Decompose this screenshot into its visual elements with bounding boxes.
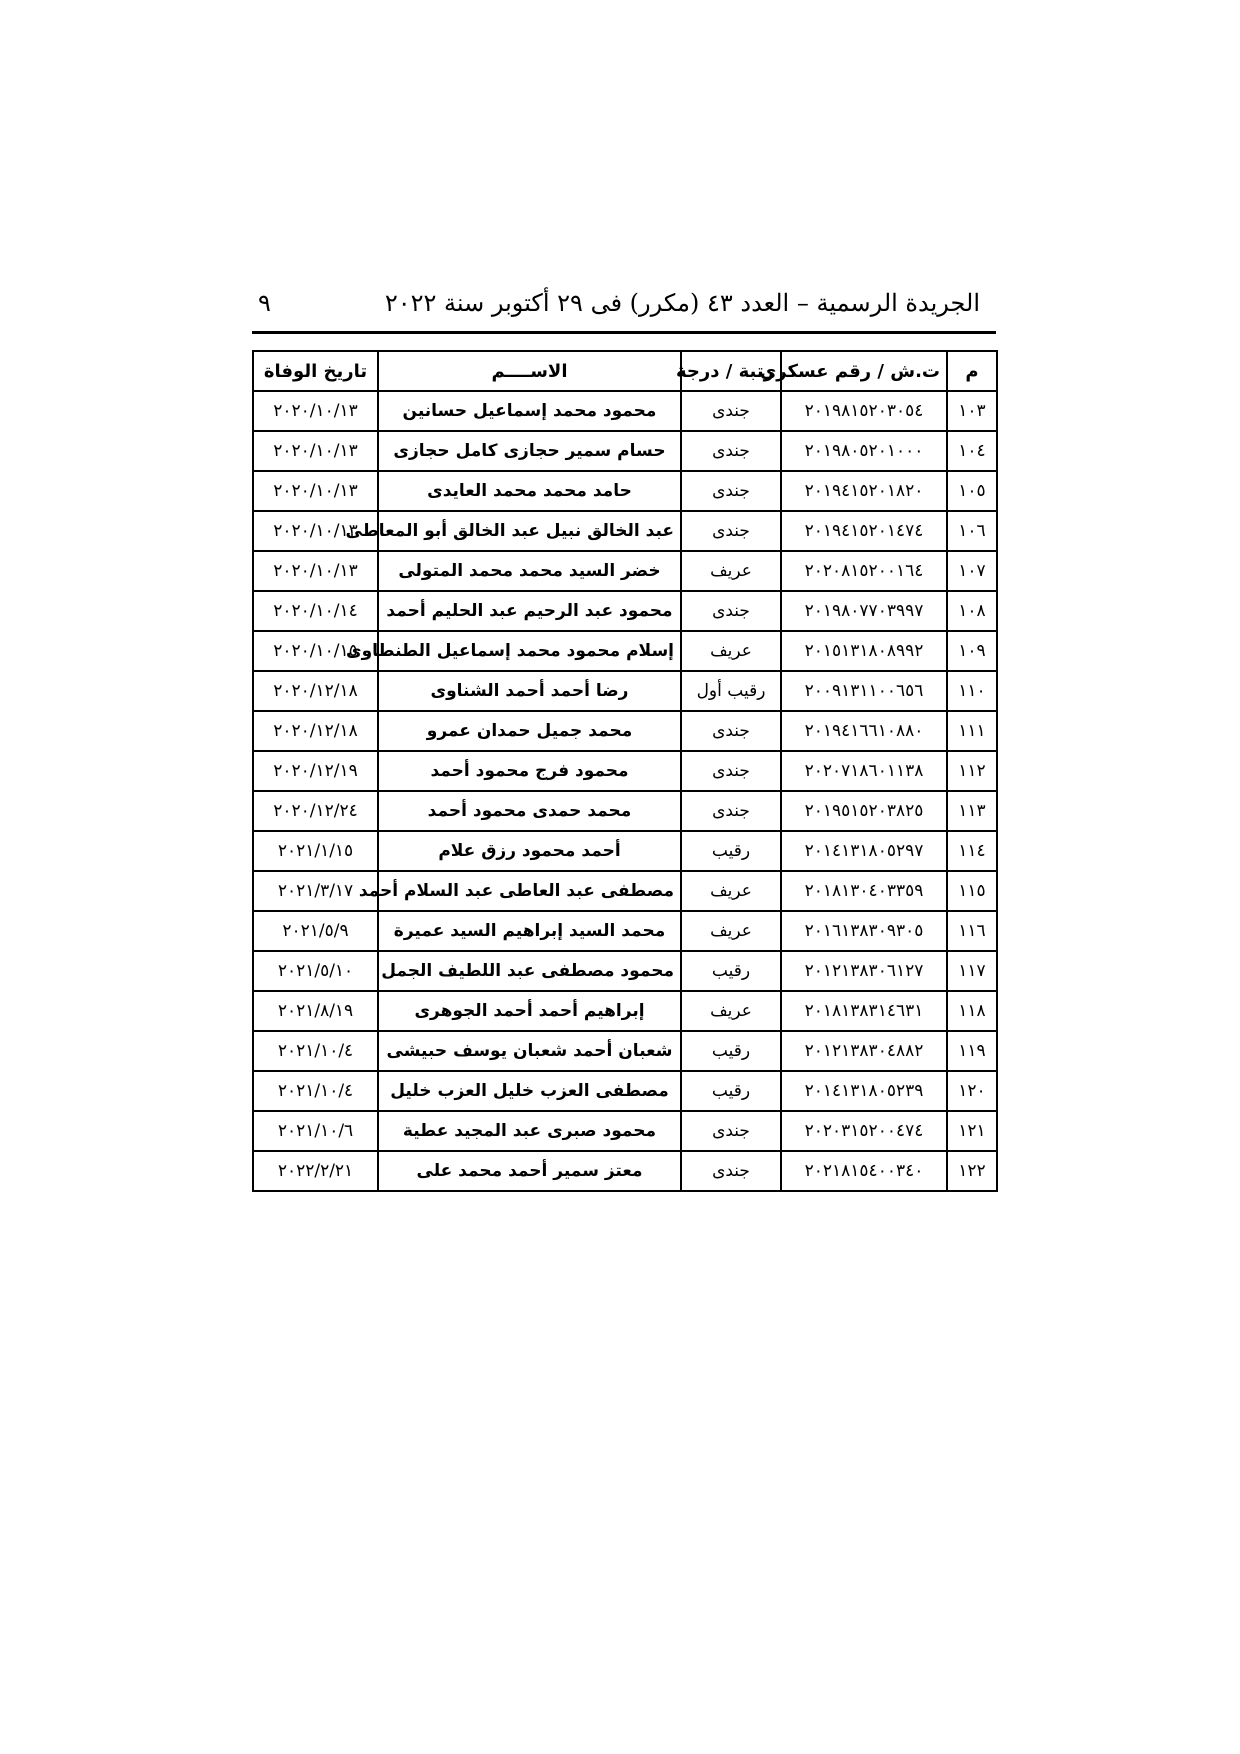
cell-rank: عريف (681, 991, 781, 1031)
table-row (253, 911, 997, 951)
table-row (253, 951, 997, 991)
table-row (253, 711, 997, 751)
cell-rank: جندى (681, 1151, 781, 1191)
cell-military-id: ٢٠٠٩١٣١١٠٠٦٥٦ (781, 671, 947, 711)
table-row (253, 1111, 997, 1151)
table-row (253, 871, 997, 911)
column-header-id: ت.ش / رقم عسكرى (781, 351, 947, 391)
cell-military-id: ٢٠١٩٤١٥٢٠١٤٧٤ (781, 511, 947, 551)
cell-military-id: ٢٠١٩٤١٥٢٠١٨٢٠ (781, 471, 947, 511)
cell-name: محمد جميل حمدان عمرو (378, 711, 681, 751)
cell-military-id: ٢٠٢٠٣١٥٢٠٠٤٧٤ (781, 1111, 947, 1151)
cell-no: ١٠٤ (947, 431, 997, 471)
cell-date-of-death: ٢٠٢١/١٠/٦ (253, 1111, 378, 1151)
cell-no: ١١٨ (947, 991, 997, 1031)
cell-name: خضر السيد محمد محمد المتولى (378, 551, 681, 591)
cell-no: ١٠٥ (947, 471, 997, 511)
header-rule (252, 331, 996, 334)
cell-rank: رقيب (681, 1031, 781, 1071)
cell-no: ١٠٨ (947, 591, 997, 631)
cell-name: رضا أحمد أحمد الشناوى (378, 671, 681, 711)
cell-name: حسام سمير حجازى كامل حجازى (378, 431, 681, 471)
cell-date-of-death: ٢٠٢١/١٠/٤ (253, 1071, 378, 1111)
cell-name: محمود محمد إسماعيل حسانين (378, 391, 681, 431)
cell-no: ١٠٣ (947, 391, 997, 431)
column-header-no: م (947, 351, 997, 391)
cell-date-of-death: ٢٠٢٢/٢/٢١ (253, 1151, 378, 1191)
cell-military-id: ٢٠١٩٨٠٥٢٠١٠٠٠ (781, 431, 947, 471)
table-row (253, 1151, 997, 1191)
cell-military-id: ٢٠١٩٨١٥٢٠٣٠٥٤ (781, 391, 947, 431)
cell-date-of-death: ٢٠٢١/١٠/٤ (253, 1031, 378, 1071)
cell-no: ١١٠ (947, 671, 997, 711)
cell-military-id: ٢٠٢٠٧١٨٦٠١١٣٨ (781, 751, 947, 791)
cell-rank: جندى (681, 471, 781, 511)
cell-rank: جندى (681, 511, 781, 551)
cell-rank: جندى (681, 791, 781, 831)
table-row (253, 471, 997, 511)
table-row (253, 751, 997, 791)
cell-no: ١١٣ (947, 791, 997, 831)
cell-date-of-death: ٢٠٢٠/١٠/١٤ (253, 591, 378, 631)
cell-military-id: ٢٠١٩٨٠٧٧٠٣٩٩٧ (781, 591, 947, 631)
cell-no: ١١٩ (947, 1031, 997, 1071)
cell-no: ١٢١ (947, 1111, 997, 1151)
cell-rank: جندى (681, 1111, 781, 1151)
cell-date-of-death: ٢٠٢١/١/١٥ (253, 831, 378, 871)
page-header (252, 286, 996, 326)
column-header-name: الاســــم (378, 351, 681, 391)
page-number: ٩ (258, 289, 271, 317)
cell-rank: جندى (681, 431, 781, 471)
column-header-rank: رتبة / درجة (681, 351, 781, 391)
cell-military-id: ٢٠١٩٤١٦٦١٠٨٨٠ (781, 711, 947, 751)
cell-military-id: ٢٠١٢١٣٨٣٠٦١٢٧ (781, 951, 947, 991)
table-row (253, 671, 997, 711)
gazette-title: الجريدة الرسمية – العدد ٤٣ (مكرر) فى ٢٩ أكتوبر سنة ٢٠٢٢ (384, 289, 980, 317)
table-row (253, 831, 997, 871)
cell-no: ١١٤ (947, 831, 997, 871)
cell-rank: جندى (681, 751, 781, 791)
cell-military-id: ٢٠١٩٥١٥٢٠٣٨٢٥ (781, 791, 947, 831)
table-row (253, 391, 997, 431)
table-row (253, 1071, 997, 1111)
cell-name: أحمد محمود رزق علام (378, 831, 681, 871)
table-row (253, 511, 997, 551)
cell-rank: جندى (681, 711, 781, 751)
cell-rank: رقيب (681, 831, 781, 871)
cell-no: ١١٢ (947, 751, 997, 791)
cell-name: محمد السيد إبراهيم السيد عميرة (378, 911, 681, 951)
cell-date-of-death: ٢٠٢٠/١٢/٢٤ (253, 791, 378, 831)
cell-no: ١١٥ (947, 871, 997, 911)
cell-name: محمود فرج محمود أحمد (378, 751, 681, 791)
cell-date-of-death: ٢٠٢٠/١٢/١٩ (253, 751, 378, 791)
cell-name: محمود صبرى عبد المجيد عطية (378, 1111, 681, 1151)
cell-name: حامد محمد محمد العايدى (378, 471, 681, 511)
cell-no: ١٠٩ (947, 631, 997, 671)
cell-military-id: ٢٠٢٠٨١٥٢٠٠١٦٤ (781, 551, 947, 591)
table-row (253, 991, 997, 1031)
cell-rank: عريف (681, 911, 781, 951)
cell-name: شعبان أحمد شعبان يوسف حبيشى (378, 1031, 681, 1071)
table-row (253, 631, 997, 671)
cell-rank: عريف (681, 871, 781, 911)
cell-date-of-death: ٢٠٢٠/١٠/١٣ (253, 511, 378, 551)
table-row (253, 1031, 997, 1071)
cell-name: إبراهيم أحمد أحمد الجوهرى (378, 991, 681, 1031)
cell-no: ١١٧ (947, 951, 997, 991)
cell-military-id: ٢٠١٨١٣٠٤٠٣٣٥٩ (781, 871, 947, 911)
cell-date-of-death: ٢٠٢١/٨/١٩ (253, 991, 378, 1031)
cell-no: ١١١ (947, 711, 997, 751)
cell-military-id: ٢٠١٨١٣٨٣١٤٦٣١ (781, 991, 947, 1031)
cell-rank: رقيب (681, 951, 781, 991)
cell-rank: جندى (681, 391, 781, 431)
cell-military-id: ٢٠١٦١٣٨٣٠٩٣٠٥ (781, 911, 947, 951)
cell-date-of-death: ٢٠٢٠/١٢/١٨ (253, 671, 378, 711)
cell-rank: جندى (681, 591, 781, 631)
cell-rank: رقيب أول (681, 671, 781, 711)
cell-date-of-death: ٢٠٢٠/١٠/١٣ (253, 431, 378, 471)
cell-name: محمد حمدى محمود أحمد (378, 791, 681, 831)
cell-date-of-death: ٢٠٢١/٣/١٧ (253, 871, 378, 911)
cell-military-id: ٢٠٢١٨١٥٤٠٠٣٤٠ (781, 1151, 947, 1191)
cell-no: ١٠٧ (947, 551, 997, 591)
cell-no: ١٢٠ (947, 1071, 997, 1111)
cell-rank: عريف (681, 551, 781, 591)
cell-rank: عريف (681, 631, 781, 671)
cell-date-of-death: ٢٠٢٠/١٠/١٣ (253, 471, 378, 511)
cell-military-id: ٢٠١٤١٣١٨٠٥٢٩٧ (781, 831, 947, 871)
column-header-date: تاريخ الوفاة (253, 351, 378, 391)
cell-name: معتز سمير أحمد محمد على (378, 1151, 681, 1191)
cell-date-of-death: ٢٠٢١/٥/١٠ (253, 951, 378, 991)
cell-date-of-death: ٢٠٢١/٥/٩ (253, 911, 378, 951)
cell-name: محمود مصطفى عبد اللطيف الجمل (378, 951, 681, 991)
cell-military-id: ٢٠١٢١٣٨٣٠٤٨٨٢ (781, 1031, 947, 1071)
cell-name: عبد الخالق نبيل عبد الخالق أبو المعاطى (378, 511, 681, 551)
table-body (253, 391, 997, 1191)
cell-no: ١١٦ (947, 911, 997, 951)
cell-date-of-death: ٢٠٢٠/١٠/١٣ (253, 391, 378, 431)
cell-name: مصطفى العزب خليل العزب خليل (378, 1071, 681, 1111)
table-row (253, 551, 997, 591)
cell-date-of-death: ٢٠٢٠/١٠/١٣ (253, 551, 378, 591)
cell-date-of-death: ٢٠٢٠/١٠/١٥ (253, 631, 378, 671)
table-header-row (253, 351, 997, 391)
table-row (253, 591, 997, 631)
cell-no: ١٠٦ (947, 511, 997, 551)
deceased-register-table (252, 350, 998, 1192)
cell-military-id: ٢٠١٤١٣١٨٠٥٢٣٩ (781, 1071, 947, 1111)
cell-name: إسلام محمود محمد إسماعيل الطنطاوى (378, 631, 681, 671)
table-row (253, 791, 997, 831)
cell-name: مصطفى عبد العاطى عبد السلام أحمد (378, 871, 681, 911)
cell-date-of-death: ٢٠٢٠/١٢/١٨ (253, 711, 378, 751)
cell-no: ١٢٢ (947, 1151, 997, 1191)
table-row (253, 431, 997, 471)
cell-name: محمود عبد الرحيم عبد الحليم أحمد (378, 591, 681, 631)
cell-military-id: ٢٠١٥١٣١٨٠٨٩٩٢ (781, 631, 947, 671)
cell-rank: رقيب (681, 1071, 781, 1111)
